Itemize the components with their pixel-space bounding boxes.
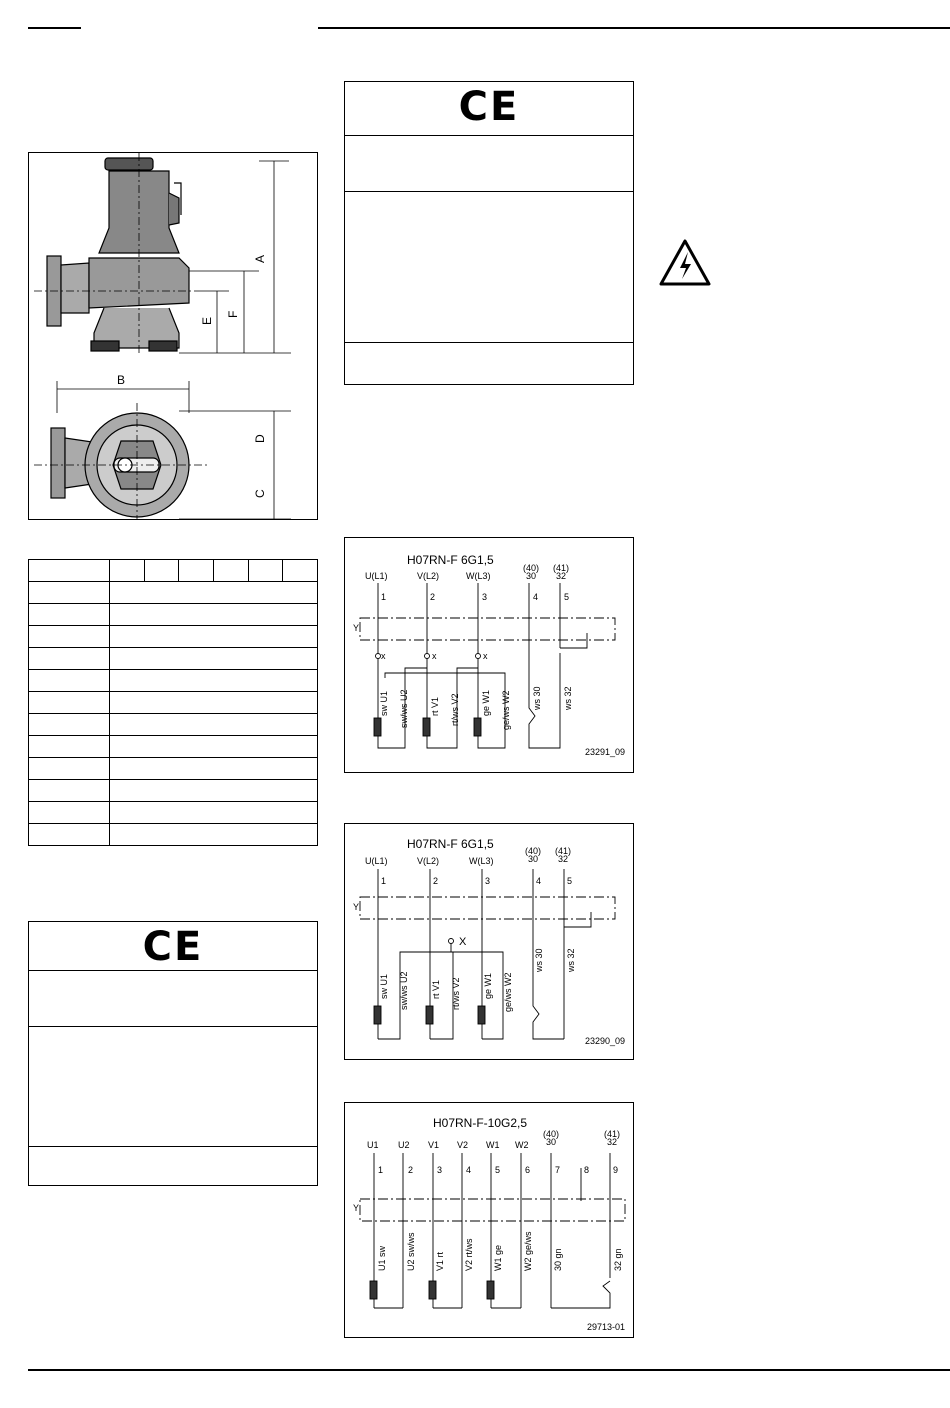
dim-label-a: A	[253, 254, 267, 263]
x-label: x	[381, 651, 386, 661]
wire-label: rt V1	[430, 696, 440, 716]
terminal-label: V(L2)	[417, 571, 440, 581]
wire-label: ws 30	[532, 686, 542, 710]
wire-label: sw/ws U2	[399, 689, 409, 728]
diagram-title: H07RN-F 6G1,5	[407, 837, 494, 851]
terminal-number: 1	[381, 876, 387, 886]
y-label: Y	[353, 623, 360, 633]
table-row	[29, 604, 318, 626]
terminal-number: 1	[381, 592, 387, 602]
wire-label: ws 30	[534, 948, 544, 972]
terminal-label: W(L3)	[469, 856, 494, 866]
table-row	[29, 736, 318, 758]
dim-label-e: E	[200, 316, 214, 325]
terminal-label: 32	[558, 854, 569, 864]
diagram-code: 23290_09	[585, 1036, 626, 1046]
terminal-label: 30	[528, 854, 539, 864]
wire-label: W2 ge/ws	[523, 1231, 533, 1271]
table-row	[29, 648, 318, 670]
wire-label: ge W1	[481, 689, 491, 716]
terminal-label: (40)	[525, 846, 542, 856]
terminal-number: 8	[584, 1165, 590, 1175]
wire-label: rt/ws V2	[451, 977, 461, 1010]
terminal-number: 4	[533, 592, 539, 602]
terminal-label: 30	[526, 571, 537, 581]
wiring-diagram-1	[344, 537, 634, 773]
terminal-label: 30	[546, 1137, 557, 1147]
terminal-number: 4	[466, 1165, 472, 1175]
terminal-label: (41)	[555, 846, 572, 856]
wire-label: sw/ws U2	[399, 971, 409, 1010]
terminal-number: 2	[408, 1165, 414, 1175]
table-row	[29, 582, 318, 604]
dim-label-c: C	[253, 489, 267, 498]
terminal-number: 6	[525, 1165, 531, 1175]
terminal-number: 3	[437, 1165, 443, 1175]
terminal-label: U(L1)	[365, 856, 388, 866]
wire-label: rt V1	[431, 979, 441, 999]
terminal-label: W2	[515, 1140, 529, 1150]
wire-label: ws 32	[566, 948, 576, 972]
terminal-label: W1	[486, 1140, 500, 1150]
wire-label: V1 rt	[435, 1251, 445, 1271]
table-row	[29, 626, 318, 648]
footer-rule	[28, 1369, 950, 1371]
ce-mark-logo: CE	[142, 924, 204, 970]
wire-label: 32 gn	[613, 1248, 623, 1271]
terminal-number: 2	[433, 876, 439, 886]
x-label: X	[459, 936, 467, 948]
ce-declaration-panel-right	[344, 81, 634, 385]
wire-label: ws 32	[563, 686, 573, 710]
wire-label: V2 rt/ws	[464, 1238, 474, 1271]
ce-mark-logo: CE	[458, 84, 520, 130]
diagram-title: H07RN-F-10G2,5	[433, 1116, 528, 1130]
spec-table	[28, 559, 318, 846]
diagram-code: 23291_09	[585, 747, 626, 757]
table-row	[29, 692, 318, 714]
terminal-label: (40)	[523, 563, 540, 573]
table-row	[29, 758, 318, 780]
table-row	[29, 802, 318, 824]
terminal-label: U1	[367, 1140, 379, 1150]
ce-declaration-panel-left	[28, 921, 318, 1186]
table-row	[29, 670, 318, 692]
table-row	[29, 714, 318, 736]
terminal-number: 3	[485, 876, 491, 886]
terminal-number: 3	[482, 592, 488, 602]
terminal-label: (41)	[604, 1129, 621, 1139]
wire-label: ge/ws W2	[501, 690, 511, 730]
terminal-number: 7	[555, 1165, 561, 1175]
terminal-label: V1	[428, 1140, 440, 1150]
terminal-label: 32	[556, 571, 567, 581]
terminal-label: 32	[607, 1137, 618, 1147]
terminal-number: 5	[564, 592, 570, 602]
dim-label-f: F	[226, 310, 240, 318]
wiring-diagram-3	[344, 1102, 634, 1338]
high-voltage-warning-icon	[658, 238, 712, 288]
diagram-title: H07RN-F 6G1,5	[407, 553, 494, 567]
terminal-label: (40)	[543, 1129, 560, 1139]
dim-label-d: D	[253, 434, 267, 443]
terminal-label: U(L1)	[365, 571, 388, 581]
terminal-label: W(L3)	[466, 571, 491, 581]
terminal-label: U2	[398, 1140, 410, 1150]
terminal-label: V(L2)	[417, 856, 440, 866]
wire-label: ge/ws W2	[503, 972, 513, 1012]
y-label: Y	[353, 902, 360, 912]
wire-label: sw U1	[379, 690, 389, 716]
pump-dimension-drawing	[28, 152, 318, 520]
terminal-label: (41)	[553, 563, 570, 573]
wire-label: U1 sw	[377, 1245, 387, 1271]
wire-label: rt/ws V2	[450, 693, 460, 726]
wiring-diagram-2	[344, 823, 634, 1060]
table-row	[29, 780, 318, 802]
table-row	[29, 824, 318, 846]
wire-label: U2 sw/ws	[406, 1232, 416, 1271]
y-label: Y	[353, 1203, 360, 1213]
terminal-number: 1	[378, 1165, 384, 1175]
table-header-row	[29, 560, 318, 582]
dim-label-b: B	[117, 373, 126, 387]
x-label: x	[432, 651, 437, 661]
terminal-number: 9	[613, 1165, 619, 1175]
terminal-label: V2	[457, 1140, 469, 1150]
terminal-number: 4	[536, 876, 542, 886]
header-rule-right	[318, 27, 950, 29]
terminal-number: 2	[430, 592, 436, 602]
terminal-number: 5	[495, 1165, 501, 1175]
wire-label: sw U1	[379, 973, 389, 999]
wire-label: W1 ge	[493, 1244, 503, 1271]
header-rule-left	[28, 27, 81, 29]
wire-label: 30 gn	[553, 1248, 563, 1271]
diagram-code: 29713-01	[587, 1322, 626, 1332]
wire-label: ge W1	[483, 972, 493, 999]
terminal-number: 5	[567, 876, 573, 886]
x-label: x	[483, 651, 488, 661]
